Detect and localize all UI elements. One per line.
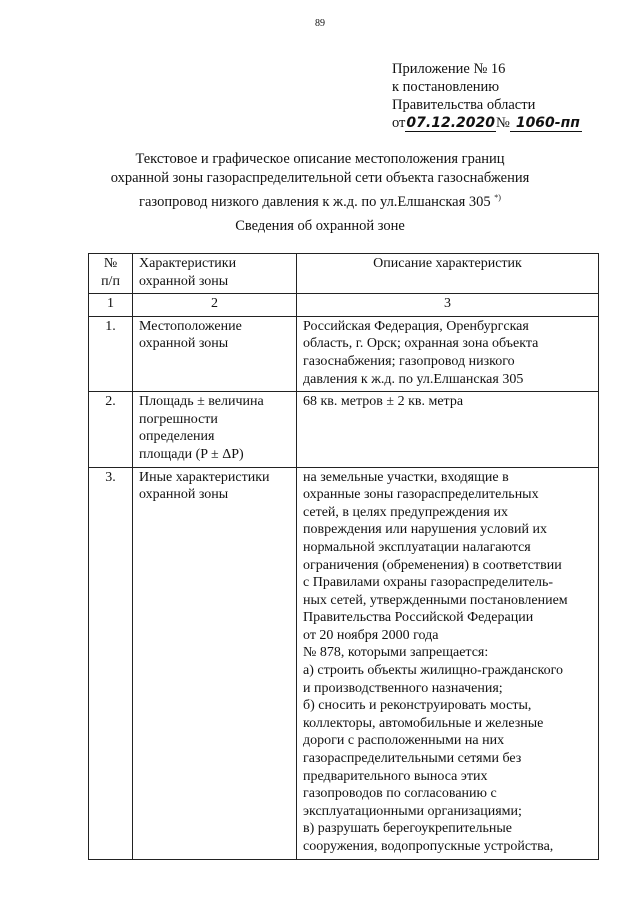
row-characteristic [133,316,297,391]
text-line: б) сносить и реконструировать мосты, [303,698,532,714]
text-line: повреждения или нарушения условий их [303,522,547,538]
text-line: и производственного назначения; [303,680,503,696]
text-line: нормальной эксплуатации налагаются [303,539,531,555]
text-line: эксплуатационными организациями; [303,803,522,819]
table-row [89,392,599,467]
text-line: охранные зоны газораспределительных [303,487,539,503]
text-line: газоснабжения; газопровод низкого [303,353,515,369]
row-number: 3. [89,467,133,859]
text-line: давления к ж.д. по ул.Елшанская 305 [303,371,524,387]
text-line: 68 кв. метров ± 2 кв. метра [303,394,464,410]
text-line: охранной зоны [139,487,229,503]
text-line: погрешности [139,411,218,427]
row-characteristic [133,392,297,467]
appendix-line-1: Приложение № 16 [392,61,506,77]
appendix-from: от [392,115,406,131]
title-line-3-text: газопровод низкого давления к ж.д. по ул.Елшанская 305 [139,193,491,210]
text-line: в) разрушать берегоукрепительные [303,821,513,837]
text-line: определения [139,429,215,445]
text-line: с Правилами охраны газораспределитель- [303,575,553,591]
text-line: площади (P ± ΔP) [139,446,244,462]
text-line: область, г. Орск; охранная зона объекта [303,336,539,352]
text-line: сооружения, водопропускные устройства, [303,839,554,854]
header-number-line: п/п [101,273,120,289]
handwritten-number: 1060-пп [510,116,582,132]
document-title [0,150,640,212]
text-line: Площадь ± величина [139,394,264,410]
text-line: охранной зоны [139,336,229,352]
header-characteristic-line: Характеристики [139,256,237,271]
text-line: на земельные участки, входящие в [303,469,509,485]
handwritten-date: 07.12.2020 [406,115,495,131]
text-line: газопроводов по согласованию с [303,786,497,802]
text-line: Правительства Российской Федерации [303,610,534,626]
row-description [297,467,599,859]
zone-info-table [88,253,599,860]
text-line: Иные характеристики [139,469,270,485]
header-cell-description [297,254,599,294]
appendix-line-3: Правительства области [392,97,536,113]
text-line: № 878, которыми запрещается: [303,645,489,661]
row-number: 2. [89,392,133,467]
header-number-line: № [103,256,118,271]
text-line: сетей, в целях предупреждения их [303,504,508,520]
numbering-cell: 1 [89,294,133,317]
header-cell-characteristic [133,254,297,294]
text-line: Российская Федерация, Оренбургская [303,318,529,334]
text-line: ограничения (обременения) в соответствии [303,557,562,573]
appendix-number-sign: № [495,115,510,131]
title-line-1: Текстовое и графическое описание местоположения границ [135,151,505,167]
text-line: а) строить объекты жилищно-гражданского [303,663,563,679]
text-line: ных сетей, утвержденными постановлением [303,592,568,608]
table-header-row [89,254,599,294]
title-footnote-mark: *) [494,193,501,202]
row-number: 1. [89,316,133,391]
text-line: газораспределительными сетями без [303,751,522,767]
table-row [89,316,599,391]
title-line-2: охранной зоны газораспределительной сети объекта газоснабжения [110,170,530,186]
appendix-line-2: к постановлению [392,79,500,95]
table-row [89,467,599,859]
section-subtitle: Сведения об охранной зоне [235,218,405,234]
page-number: 89 [315,18,325,29]
appendix-line-4 [392,114,582,132]
text-line: от 20 ноября 2000 года [303,627,439,643]
text-line: коллекторы, автомобильные и железные [303,715,544,731]
text-line: предварительного выноса этих [303,768,488,784]
appendix-block [392,60,582,132]
row-description [297,316,599,391]
header-cell-number [89,254,133,294]
title-line-3 [0,188,640,212]
text-line: дороги с расположенными на них [303,733,505,749]
header-description-line: Описание характеристик [373,256,522,271]
numbering-cell: 3 [297,294,599,317]
numbering-cell: 2 [133,294,297,317]
header-characteristic-line: охранной зоны [139,273,229,289]
row-characteristic [133,467,297,859]
text-line: Местоположение [139,318,242,334]
row-description [297,392,599,467]
table-numbering-row [89,294,599,317]
